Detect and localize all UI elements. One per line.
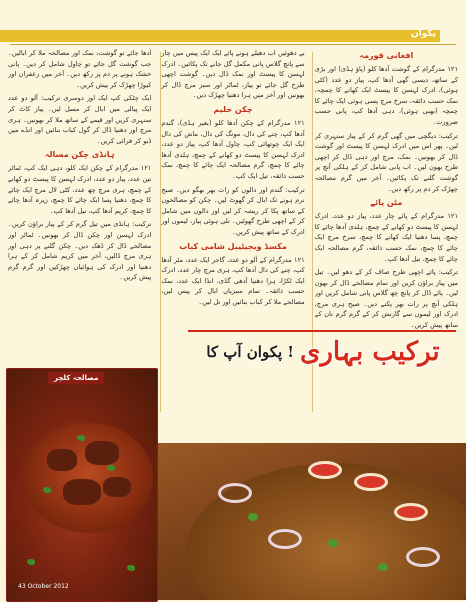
column-left: [8, 48, 151, 403]
dish-photo: [6, 368, 158, 602]
garnish: [107, 465, 115, 471]
recipe-heading: چکن حلیم: [213, 104, 253, 114]
header-rule: [10, 44, 456, 45]
garnish: [43, 487, 51, 493]
section-tag: [0, 30, 440, 42]
recipe-paragraph: ۱۲۱ مدرگرام کے گوشت آدھا کلو (پاؤ ہڈی) اور بڑی کے ساتھ، دیسی گھی آدھا کپ، پیاز دو عدد (کٹی ہوئی)، ادرک لہسن کا پیسٹ ایک کھانے کا چمچہ، نمک حسب ذائقہ، سرخ مرچ پسی ہوئی ایک چائے کا چمچہ (بھنی ہوئی)، دہی آدھا کپ، پانی حسب ضرورت۔: [314, 65, 458, 126]
recipe-heading: مٹن پائے: [370, 198, 403, 208]
meat-piece: [103, 477, 131, 497]
title-main: ترکیب بہاری: [299, 337, 440, 367]
onion-ring: [268, 529, 302, 549]
photo-caption: مصالحہ کلچر: [48, 372, 104, 384]
cilantro-leaf: [248, 513, 258, 521]
page-footer: [18, 583, 69, 590]
tomato-slice: [394, 503, 428, 521]
recipe-heading: ہانڈی چکن مسالہ: [44, 150, 115, 160]
recipe-paragraph: ۱۲۱ مدرگرام کے چکن ایک کلو، دہی ایک کپ، ٹماٹر تین عدد، پیاز دو عدد، ادرک لہسن کا پیسٹ دو کھانے کے چمچ، ہری مرچ چھ عدد، کٹی لال مرچ ایک چائے کا چمچ، دھنیا پسا ایک چائے کا چمچ، زیرہ آدھا چائے کا چمچ، کریم آدھا کپ، تیل آدھا کپ۔: [8, 164, 152, 215]
title-sub: ! پکوان آپ کا: [206, 343, 294, 361]
recipe-heading: مکسڈ ویجیٹیبل شامی کباب: [179, 241, 287, 251]
tomato-slice: [354, 473, 388, 491]
curry-bowl: [23, 423, 153, 533]
recipe-paragraph: آدھا جائے تو گوشت، نمک اور مصالحہ ملا کر ابالیں۔ جب گوشت گل جائے تو چاول شامل کر دیں۔ پانی خشک ہونے پر دم پر رکھ دیں۔ آخر میں زعفران اور کیوڑا چھڑک کر پیش کریں۔: [8, 49, 152, 89]
meat-piece: [85, 441, 119, 465]
onion-ring: [218, 483, 252, 503]
section-label: پکوان: [410, 29, 436, 39]
tomato-slice: [308, 461, 342, 479]
cilantro-leaf: [378, 563, 388, 571]
garnish: [77, 435, 85, 441]
recipe-paragraph: ۱۲۱ مدرگرام کے پائے چار عدد، پیاز دو عدد، ادرک لہسن کا پیسٹ دو کھانے کے چمچ، ہلدی آدھا چائے کا چمچ، پسا دھنیا ایک کھانے کا چمچ، سرخ مرچ ایک چائے کا چمچ، نمک حسب ذائقہ، گرم مصالحہ ایک چائے کا چمچ، تیل آدھا کپ۔: [314, 212, 458, 263]
recipe-paragraph: ۱۲۱ مدرگرام کے چکن آدھا کلو (بغیر ہڈی)، گندم آدھا کپ، چنے کی دال، مونگ کی دال، ماش کی دال ایک ایک چوتھائی کپ، چاول آدھا کپ، پیاز دو عدد، ادرک لہسن کا پیسٹ دو کھانے کے چمچ، ہلدی آدھا چائے کا چمچ، گرم مصالحہ ایک چائے کا چمچ، نمک حسب ذائقہ، تیل ایک کپ۔: [161, 118, 305, 180]
page-number: 43: [18, 583, 26, 590]
recipe-paragraph: ایک چٹکی کپ ایک اور دوسری ترکیب: آلو دو عدد ایک پیالی میں ابال کر مسل لیں۔ پیاز کاٹ کر سنہری کریں اور قیمے کے ساتھ ملا کر بھونیں۔ ہری مرچ اور دھنیا ڈال کر گول کباب بنائیں اور انڈے میں ڈبو کر فرائی کریں۔: [8, 94, 152, 145]
recipe-paragraph: بے دھوئیں اب دھیلے ہونے پائے ایک ایک پیس میں چار سے پانچ گلاس پانی مکمل گل جانے تک پکائیں۔ ادرک لہسن کا پیسٹ اور نمک ڈال دیں۔ گوشت اچھی طرح گل جائے تو پیاز، ٹماٹر اور سبز مرچ ڈال کر بھونیں اور آخر میں ہرا دھنیا چھڑک دیں۔: [161, 49, 305, 100]
cilantro-leaf: [328, 539, 338, 547]
food-photo: [158, 443, 466, 600]
feature-title: [200, 318, 446, 386]
issue-date: October 2012: [27, 583, 69, 590]
garnish: [127, 565, 135, 571]
meat-piece: [47, 449, 77, 471]
header-band: [0, 0, 466, 30]
meat-piece: [63, 479, 101, 505]
recipe-heading: افغانی قورمہ: [359, 51, 414, 60]
garnish: [27, 559, 35, 565]
recipe-paragraph: ترکیب: ہانڈی میں تیل گرم کر کے پیاز براؤن کریں۔ ادرک لہسن اور چکن ڈال کر بھونیں۔ ٹماٹر اور مصالحے ڈال کر ڈھک دیں۔ چکن گلنے پر دہی اور ہری مرچ ڈالیں، آخر میں کریم شامل کر کے ہرا دھنیا اور ادرک کی ہوائیاں چھڑکیں اور گرم گرم پیش کریں۔: [8, 220, 152, 282]
onion-ring: [406, 547, 440, 567]
recipe-paragraph: ترکیب: گندم اور دالوں کو رات بھر بھگو دیں۔ صبح نرم ہونے تک ابال کر گھوٹ لیں۔ چکن کو مصالحوں کے ساتھ پکا کر ریشہ کر لیں اور دالوں میں شامل کر کے اچھی طرح گھوٹیں۔ تلی ہوئی پیاز، لیموں اور ادرک کے ساتھ پیش کریں۔: [161, 185, 305, 236]
recipe-paragraph: ترکیب: دیگچی میں گھی گرم کر کے پیاز سنہری کر لیں۔ پھر اس میں ادرک لہسن کا پیسٹ اور گوشت ڈال کر بھونیں۔ نمک، مرچ اور دہی ڈال کر اچھی طرح بھون لیں۔ اب پانی شامل کر کے ہلکی آنچ پر گوشت گلنے تک پکائیں۔ آخر میں گرم مصالحہ چھڑک کر دم پر رکھ دیں۔: [314, 131, 458, 193]
recipe-paragraph: ۱۲۱ مدرگرام کے آلو دو عدد، گاجر ایک عدد، مٹر آدھا کپ، چنے کی دال آدھا کپ، ہری مرچ چار عدد، ادرک ایک ٹکڑا، ہرا دھنیا آدھی گڈی، انڈا ایک عدد، نمک حسب ذائقہ۔ تمام سبزیاں ابال کر پیس لیں، مصالحے ملا کر کباب بنائیں اور تل لیں۔: [161, 255, 305, 306]
recipe-paragraph: ترکیب: پائے اچھی طرح صاف کر کے دھو لیں۔ تیل میں پیاز براؤن کریں اور تمام مصالحے ڈال کر بھون لیں۔ پائے ڈال کر پانچ چھ گلاس پانی شامل کریں اور ہلکی آنچ پر رات بھر پکنے دیں۔ صبح ہری مرچ، ادرک اور لیموں سے گارنش کر کے گرم گرم نان کے ساتھ پیش کریں۔: [314, 268, 458, 330]
